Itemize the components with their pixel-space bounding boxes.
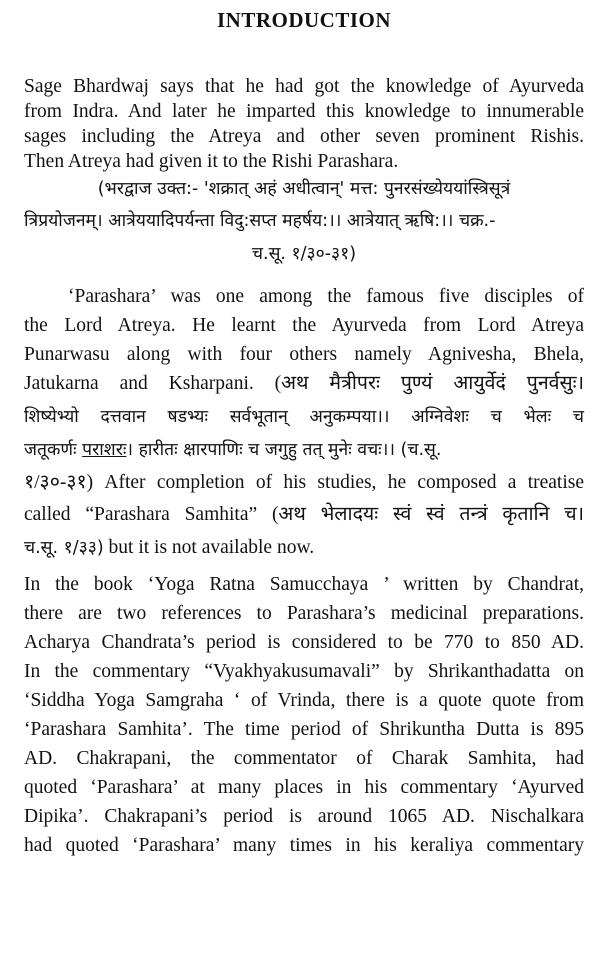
- page-title: INTRODUCTION: [216, 8, 392, 32]
- text-line: Punarwasu along with four others namely Agnivesha, Bhela,: [24, 344, 584, 365]
- text-line: In the book ‘Yoga Ratna Samucchaya ’ written by Chandrat,: [24, 574, 584, 595]
- text-line: Then Atreya had given it to the Rishi Parashara.: [24, 151, 399, 172]
- text-line: quoted ‘Parashara’ at many places in his commentary ‘Ayurved: [24, 777, 584, 798]
- text-line: there are two references to Parashara’s medicinal preparations.: [24, 603, 584, 624]
- text-line: [24, 535, 584, 561]
- sanskrit-quote-line: [24, 437, 584, 463]
- text-line: Sage Bhardwaj says that he had got the knowledge of Ayurveda: [24, 76, 584, 97]
- sanskrit-quote-line: शिष्येभ्यो दत्तवान षडभ्यः सर्वभूतान् अनुकम्पया।। अग्निवेशः च भेलः च: [24, 407, 584, 427]
- text-line: AD. Chakrapani, the commentator of Charak Samhita, had: [24, 748, 584, 769]
- text-line: १/३०-३१) After completion of his studies, he composed a treatise: [24, 472, 584, 493]
- text-line: called “Parashara Samhita” (अथ भेलादयः स्वं स्वं तन्त्रं कृतानि च।: [24, 504, 584, 525]
- sanskrit-reference: च.सू. १/३०-३१): [251, 244, 357, 264]
- text-line: from Indra. And later he imparted this knowledge to innumerable: [24, 101, 584, 122]
- underlined-word: पराशरः: [82, 440, 127, 460]
- text-line: ‘Siddha Yoga Samgraha ‘ of Vrinda, there is a quote quote from: [24, 690, 584, 711]
- paragraph-indent-line: ‘Parashara’ was one among the famous five disciples of: [68, 286, 584, 307]
- text-fragment: but it is not available now.: [103, 537, 315, 558]
- text-line: ‘Parashara Samhita’. The time period of Shrikuntha Dutta is 895: [24, 719, 584, 740]
- text-line: Acharya Chandrata’s period is considered to be 770 to 850 AD.: [24, 632, 584, 653]
- text-line: Dipika’. Chakrapani’s period is around 1065 AD. Nischalkara: [24, 806, 584, 827]
- text-line: sages including the Atreya and other seven prominent Rishis.: [24, 126, 584, 147]
- sanskrit-reference: च.सू. १/३३): [24, 538, 104, 558]
- text-line: had quoted ‘Parashara’ many times in his keraliya commentary: [24, 835, 584, 856]
- text-line: the Lord Atreya. He learnt the Ayurveda from Lord Atreya: [24, 315, 584, 336]
- sanskrit-quote-line: त्रिप्रयोजनम्। आत्रेययादिपर्यन्ता विदु:सप्त महर्षय:।। आत्रेयात् ऋषि:।। चक्र.-: [24, 211, 496, 231]
- sanskrit-word: जतूकर्णः: [24, 440, 77, 460]
- sanskrit-word: । हारीतः क्षारपाणिः च जगुहु तत् मुनेः वचः।। (च.सू.: [126, 440, 442, 460]
- sanskrit-quote-line: (भरद्वाज उक्त:- 'शक्रात् अहं अधीत्वान्' मत्त: पुनरसंख्येययांस्त्रिसूत्रं: [97, 179, 511, 199]
- text-line: In the commentary “Vyakhyakusumavali” by Shrikanthadatta on: [24, 661, 584, 682]
- text-line: Jatukarna and Ksharpani. (अथ मैत्रीपरः पुण्यं आयुर्वेदं पुनर्वसुः।: [24, 373, 584, 394]
